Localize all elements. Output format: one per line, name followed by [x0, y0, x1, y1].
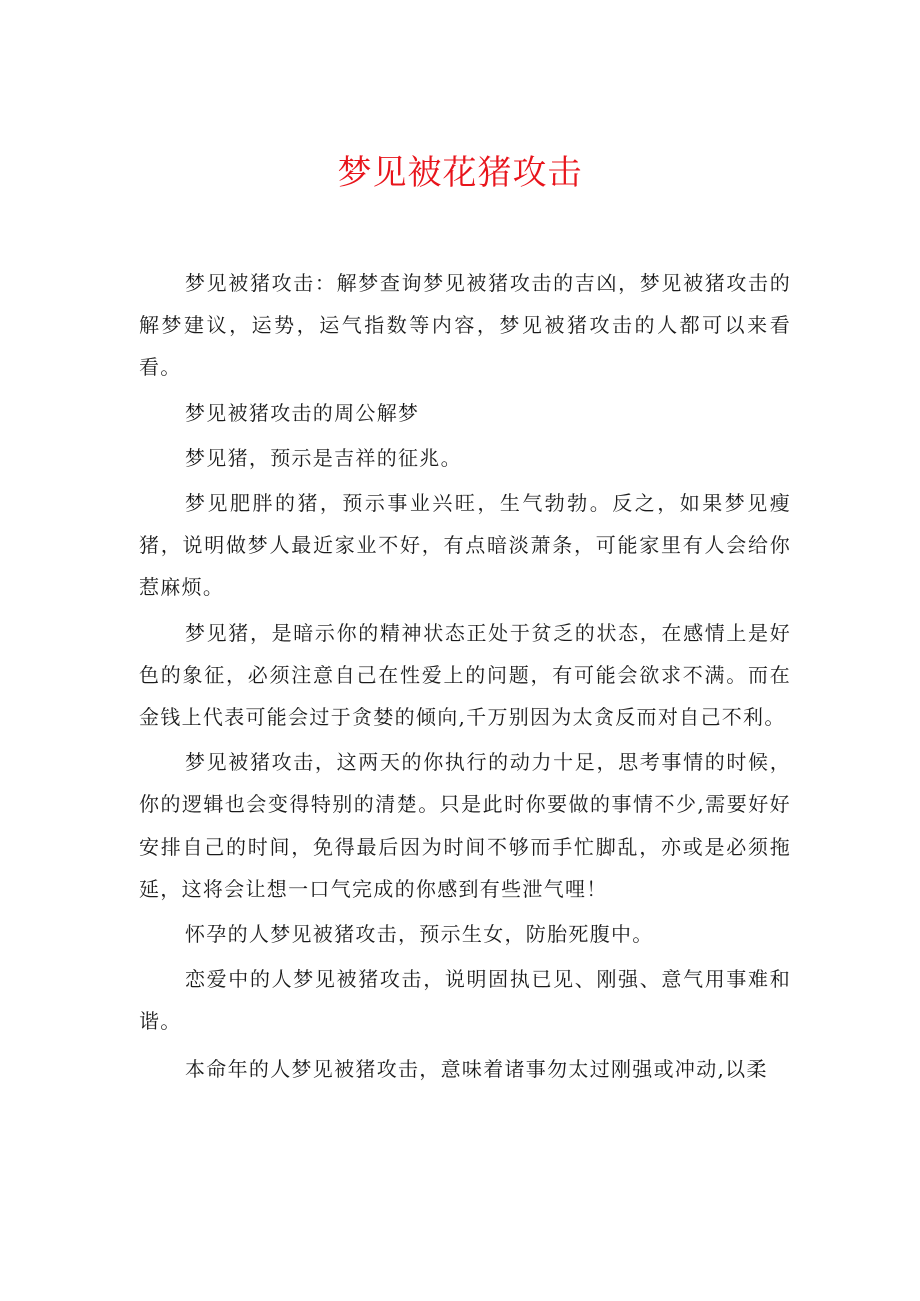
paragraph-attacked: 梦见被猪攻击，这两天的你执行的动力十足，思考事情的时候，你的逻辑也会变得特别的清楚。只是此时你要做的事情不少,需要好好安排自己的时间，免得最后因为时间不够而手忙脚乱，亦或是必须拖延，这将会让想一口气完成的你感到有些泄气哩！ — [139, 750, 791, 901]
paragraph-fat-pig: 梦见肥胖的猪，预示事业兴旺，生气勃勃。反之，如果梦见瘦猪，说明做梦人最近家业不好，有点暗淡萧条，可能家里有人会给你惹麻烦。 — [139, 491, 791, 600]
paragraph-pregnant: 怀孕的人梦见被猪攻击，预示生女，防胎死腹中。 — [185, 922, 654, 947]
paragraph-mental-state: 梦见猪，是暗示你的精神状态正处于贫乏的状态，在感情上是好色的象征，必须注意自己在性爱上的问题，有可能会欲求不满。而在金钱上代表可能会过于贪婪的倾向,千万别因为太贪反而对自己不利。 — [139, 620, 791, 730]
paragraph-auspicious: 梦见猪，预示是吉祥的征兆。 — [185, 445, 462, 470]
document-body — [139, 262, 791, 1093]
paragraph-intro: 梦见被猪攻击：解梦查询梦见被猪攻击的吉凶，梦见被猪攻击的解梦建议，运势，运气指数等内容，梦见被猪攻击的人都可以来看看。 — [139, 271, 791, 380]
paragraph-in-love: 恋爱中的人梦见被猪攻击，说明固执已见、刚强、意气用事难和谐。 — [139, 967, 791, 1034]
paragraph-zodiac-year: 本命年的人梦见被猪攻击，意味着诸事勿太过刚强或冲动,以柔 — [185, 1056, 768, 1081]
paragraph-section-heading: 梦见被猪攻击的周公解梦 — [185, 400, 420, 425]
document-title: 梦见被花猪攻击 — [337, 153, 583, 193]
